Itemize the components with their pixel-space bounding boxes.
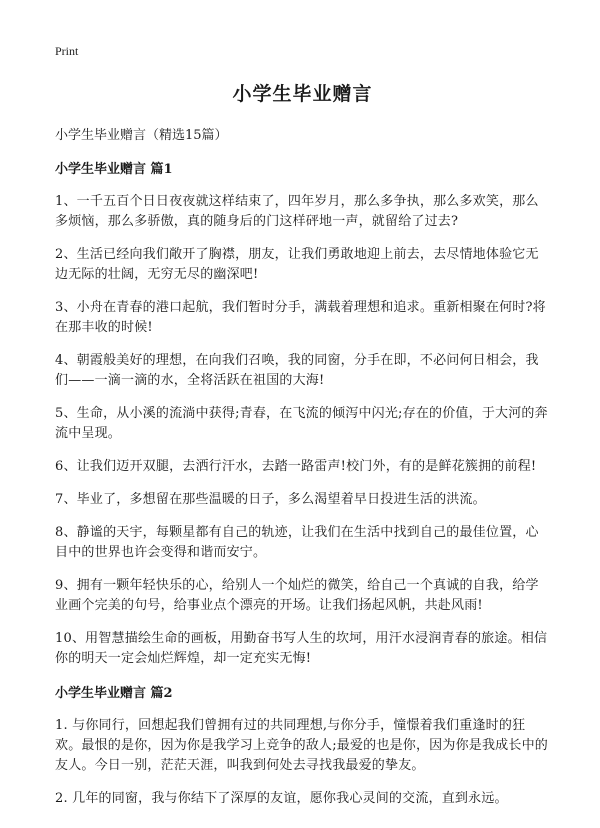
paragraph: 1、一千五百个日日夜夜就这样结束了，四年岁月，那么多争执，那么多欢笑，那么多烦恼，那么多骄傲，真的随身后的门这样砰地一声，就留给了过去? xyxy=(55,194,539,229)
print-link[interactable]: Print xyxy=(55,44,79,58)
paragraph: 8、静谧的天宇，每颗星都有自己的轨迹，让我们在生活中找到自己的最佳位置，心目中的世界也许会变得和谐而安宁。 xyxy=(55,525,539,560)
paragraph: 9、拥有一颗年轻快乐的心，给别人一个灿烂的微笑，给自己一个真诚的自我，给学业画个完美的句号，给事业点个漂亮的开场。让我们扬起风帆，共赴风雨! xyxy=(55,578,539,613)
paragraph: 1. 与你同行，回想起我们曾拥有过的共同理想,与你分手，憧憬着我们重逢时的狂欢。最恨的是你，因为你是我学习上竞争的敌人;最爱的也是你，因为你是我成长中的友人。今日一别，茫茫天涯，叫我到何处去寻找我最爱的挚友。 xyxy=(55,718,548,773)
section-2 xyxy=(55,682,550,809)
paragraph: 5、生命，从小溪的流淌中获得;青春，在飞流的倾泻中闪光;存在的价值，于大河的奔流中呈现。 xyxy=(55,406,548,441)
paragraph: 4、朝霞般美好的理想，在向我们召唤，我的同窗，分手在即，不必问何日相会，我们——一滴一滴的水，全将活跃在祖国的大海! xyxy=(55,353,539,388)
section-heading: 小学生毕业赠言 篇2 xyxy=(55,686,173,701)
paragraph: 6、让我们迈开双腿，去洒行汗水，去踏一路雷声!校门外，有的是鲜花簇拥的前程! xyxy=(55,459,537,474)
section-heading: 小学生毕业赠言 篇1 xyxy=(55,162,173,177)
paragraph: 7、毕业了，多想留在那些温暖的日子，多么渴望着早日投进生活的洪流。 xyxy=(55,492,486,507)
paragraph: 2、生活已经向我们敞开了胸襟，朋友，让我们勇敢地迎上前去，去尽情地体验它无边无际的壮阔，无穷无尽的幽深吧! xyxy=(55,247,539,282)
paragraph: 2. 几年的同窗，我与你结下了深厚的友谊，愿你我心灵间的交流，直到永远。 xyxy=(55,791,508,806)
paragraph: 10、用智慧描绘生命的画板，用勤奋书写人生的坎坷，用汗水浸润青春的旅途。相信你的明天一定会灿烂辉煌，却一定充实无悔! xyxy=(55,631,548,666)
paragraph: 3、小舟在青春的港口起航，我们暂时分手，满载着理想和追求。重新相聚在何时?将在那丰收的时候! xyxy=(55,300,546,335)
section-1 xyxy=(55,158,550,669)
document-subtitle: 小学生毕业赠言（精选15篇） xyxy=(55,128,228,143)
page-title: 小学生毕业赠言 xyxy=(232,83,373,105)
